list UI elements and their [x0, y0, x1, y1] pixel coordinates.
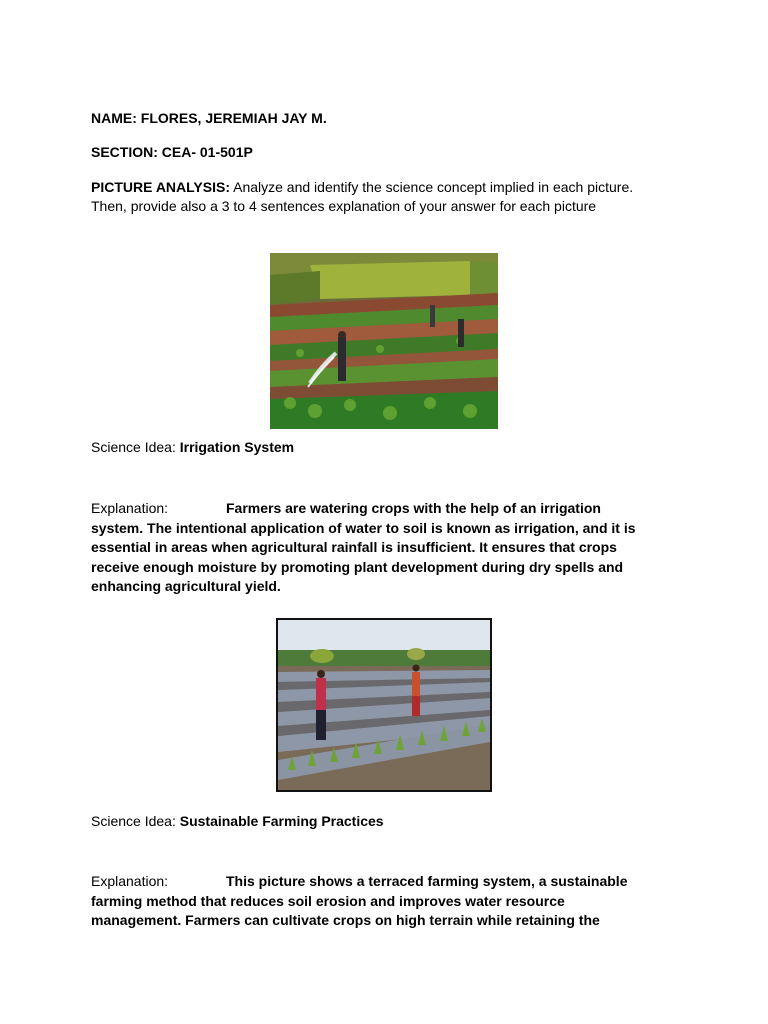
- explanation-line: Explanation: Farmers are watering crops with the help of an irrigation: [91, 499, 691, 519]
- analysis-label: PICTURE ANALYSIS:: [91, 179, 230, 195]
- irrigation-photo: [270, 253, 498, 429]
- explanation-line: essential in areas when agricultural rainfall is insufficient. It ensures that crops: [91, 539, 617, 555]
- explanation-line: farming method that reduces soil erosion and improves water resource: [91, 892, 565, 909]
- explanation-line: Explanation: This picture shows a terraced farming system, a sustainable: [91, 872, 691, 892]
- mulch-farming-photo: [276, 618, 492, 792]
- explanation-label: Explanation:: [91, 873, 169, 889]
- explanation-1: [91, 499, 691, 597]
- explanation-line: management. Farmers can cultivate crops on high terrain while retaining the: [91, 912, 600, 928]
- analysis-line-2: Then, provide also a 3 to 4 sentences explanation of your answer for each picture: [91, 198, 597, 214]
- explanation-line: receive enough moisture by promoting plant development during dry spells and: [91, 558, 624, 575]
- name-line: [91, 110, 327, 126]
- explanation-line: system. The intentional application of water to soil is known as irrigation, and it is: [91, 519, 636, 536]
- science-idea-2: [91, 813, 384, 829]
- name-label: NAME:: [91, 110, 137, 126]
- science-idea-label: Science Idea:: [91, 813, 180, 829]
- section-value: CEA- 01-501P: [161, 144, 253, 160]
- name-value: FLORES, JEREMIAH JAY M.: [140, 110, 327, 126]
- science-idea-label: Science Idea:: [91, 439, 180, 455]
- explanation-line: enhancing agricultural yield.: [91, 578, 281, 594]
- section-line: [91, 144, 253, 160]
- science-idea-1: [91, 439, 294, 455]
- explanation-label: Explanation:: [91, 500, 169, 516]
- explanation-2: [91, 872, 691, 931]
- science-idea-value: Sustainable Farming Practices: [179, 813, 384, 829]
- analysis-text-1: Analyze and identify the science concept implied in each picture.: [229, 179, 634, 195]
- science-idea-value: Irrigation System: [179, 439, 295, 455]
- section-label: SECTION:: [91, 144, 158, 160]
- analysis-line-1: [91, 179, 633, 195]
